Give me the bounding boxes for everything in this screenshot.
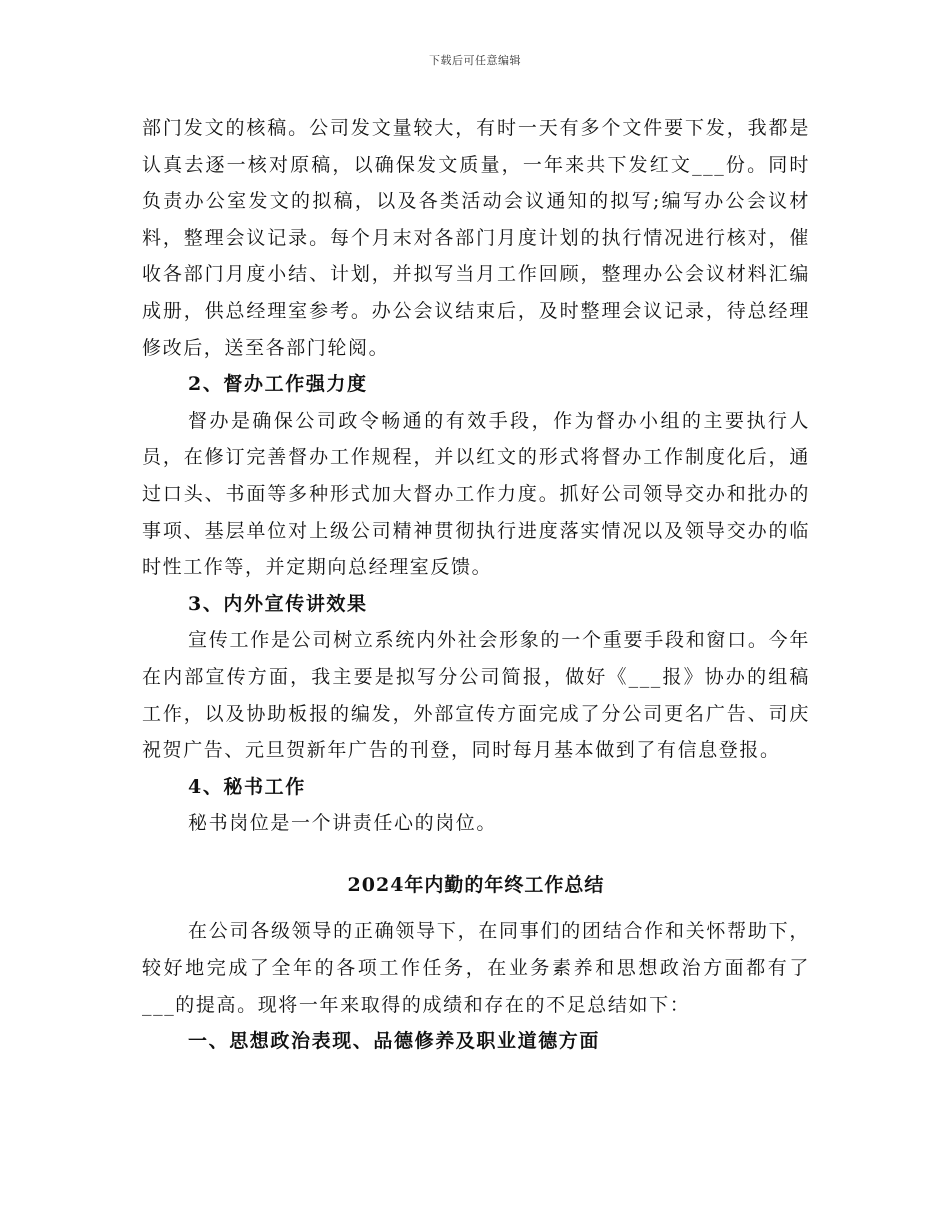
document-body (142, 110, 810, 1060)
document-title: 2024年内勤的年终工作总结 (347, 873, 605, 896)
section-heading-secretary: 4、秘书工作 (188, 775, 306, 798)
section-heading-supervision: 2、督办工作强力度 (188, 373, 368, 396)
paragraph-intro: 在公司各级领导的正确领导下，在同事们的团结合作和关怀帮助下，较好地完成了全年的各项工作任务，在业务素养和思想政治方面都有了___的提高。现将一年来取得的成绩和存在的不足总结如下： (142, 920, 810, 1016)
section-heading-ideology: 一、思想政治表现、品德修养及职业道德方面 (188, 1030, 601, 1053)
paragraph-publicity: 宣传工作是公司树立系统内外社会形象的一个重要手段和窗口。今年在内部宣传方面，我主要是拟写分公司简报，做好《___报》协办的组稿工作，以及协助板报的编发，外部宣传方面完成了分公司更名广告、司庆祝贺广告、元旦贺新年广告的刊登，同时每月基本做到了有信息登报。 (142, 629, 810, 762)
section-heading-publicity: 3、内外宣传讲效果 (188, 592, 368, 615)
paragraph-supervision: 督办是确保公司政令畅通的有效手段，作为督办小组的主要执行人员，在修订完善督办工作规程，并以红文的形式将督办工作制度化后，通过口头、书面等多种形式加大督办工作力度。抓好公司领导交办和批办的事项、基层单位对上级公司精神贯彻执行进度落实情况以及领导交办的临时性工作等，并定期向总经理室反馈。 (142, 409, 810, 579)
paragraph-secretary: 秘书岗位是一个讲责任心的岗位。 (188, 812, 498, 835)
paragraph-document-review: 部门发文的核稿。公司发文量较大，有时一天有多个文件要下发，我都是认真去逐一核对原稿，以确保发文质量，一年来共下发红文___份。同时负责办公室发文的拟稿，以及各类活动会议通知的拟写;编写办公会议材料，整理会议记录。每个月末对各部门月度计划的执行情况进行核对，催收各部门月度小结、计划，并拟写当月工作回顾，整理办公会议材料汇编成册，供总经理室参考。办公会议结束后，及时整理会议记录，待总经理修改后，送至各部门轮阅。 (142, 117, 810, 359)
page-header: 下载后可任意编辑 (429, 54, 521, 67)
